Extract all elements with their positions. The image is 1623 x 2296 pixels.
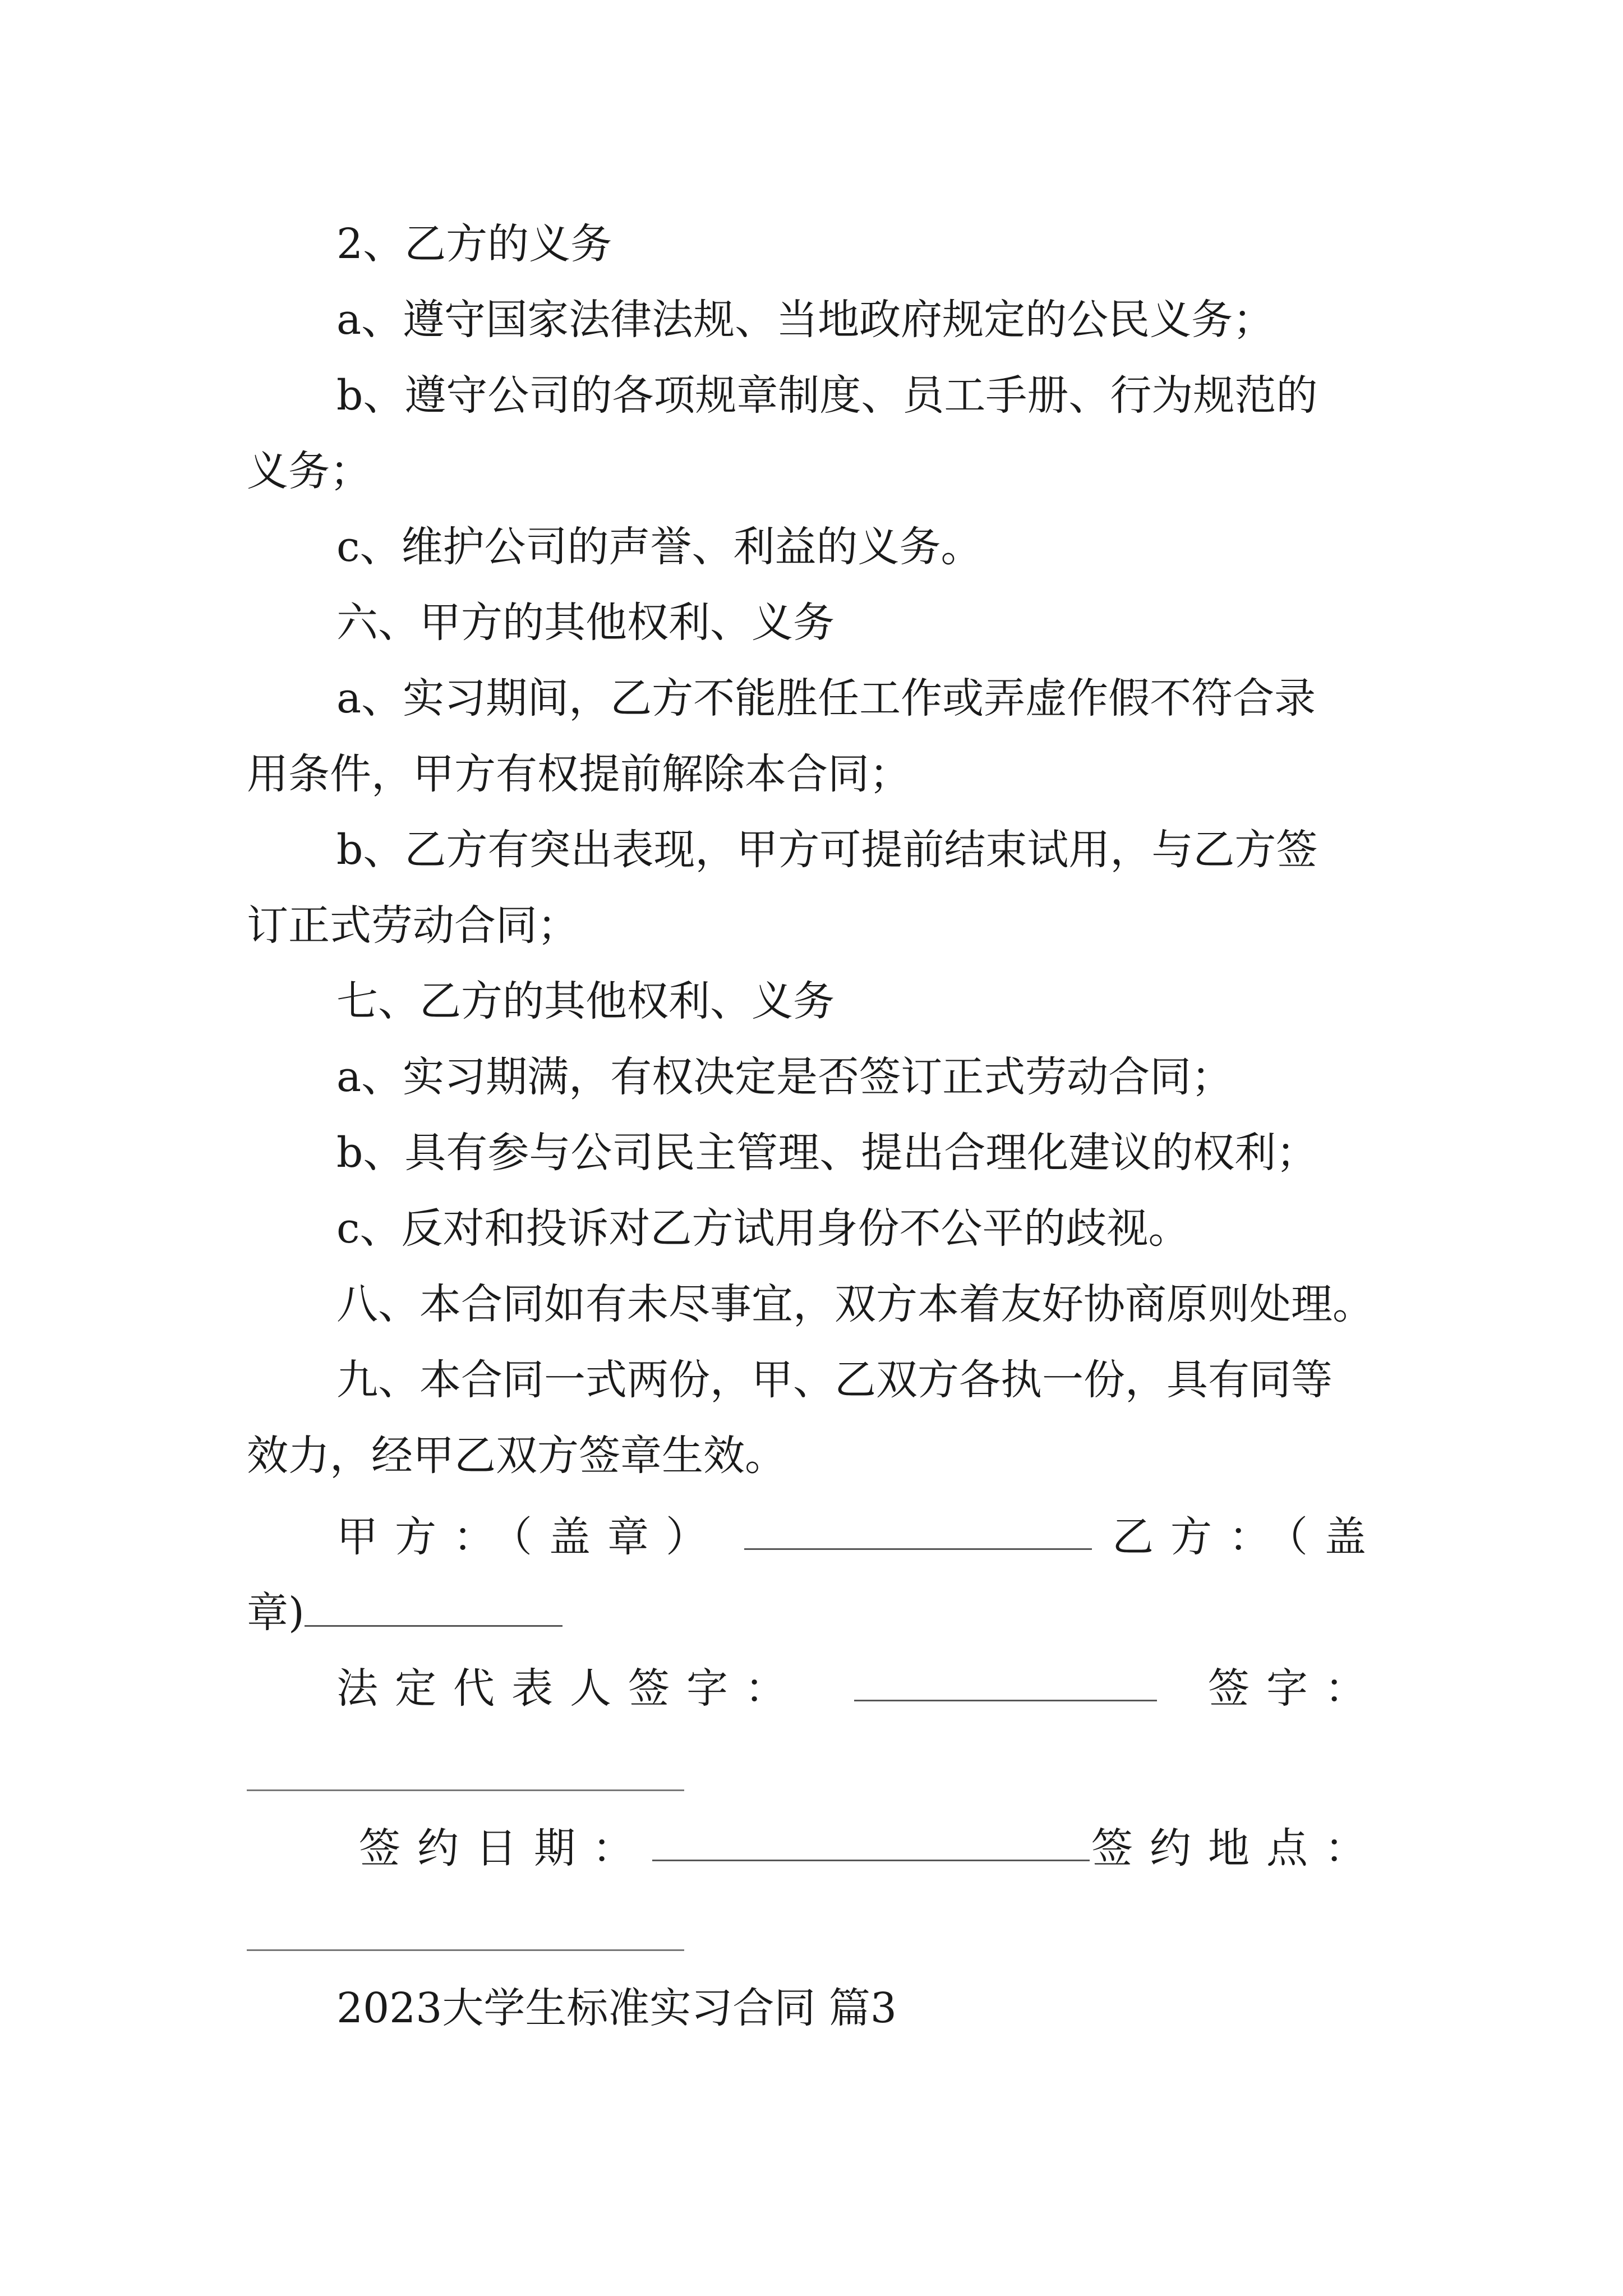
party-b-seal-label-cont: 章): [247, 1589, 305, 1637]
clause-line: b、具有参与公司民主管理、提出合理化建议的权利；: [336, 1129, 1318, 1177]
party-b-seal-label: 乙方：（盖: [1112, 1513, 1383, 1561]
clause-line: b、遵守公司的各项规章制度、员工手册、行为规范的: [336, 371, 1318, 420]
party-b-seal-blank: [305, 1586, 562, 1627]
sign-date-label: 签约日期：: [359, 1824, 651, 1872]
clause-line: b、乙方有突出表现，甲方可提前结束试用，与乙方签: [336, 826, 1318, 874]
clause-line: a、遵守国家法律法规、当地政府规定的公民义务；: [336, 296, 1275, 344]
clause-line: c、维护公司的声誉、利益的义务。: [336, 523, 983, 571]
clause-line: 八、本合同如有未尽事宜，双方本着友好协商原则处理。: [336, 1280, 1374, 1328]
section-heading: 七、乙方的其他权利、义务: [336, 977, 834, 1025]
party-b-sign-label: 签字：: [1208, 1664, 1383, 1713]
section-heading: 六、甲方的其他权利、义务: [336, 599, 834, 647]
party-a-seal-blank: [744, 1509, 1092, 1550]
clause-heading: 2、乙方的义务: [336, 220, 612, 268]
party-b-sign-blank: [247, 1789, 684, 1791]
sign-date-blank: [652, 1820, 1090, 1861]
clause-line: 订正式劳动合同；: [247, 901, 579, 950]
signature-row-date-place: [359, 1820, 1383, 1876]
sign-place-label: 签约地点：: [1091, 1824, 1383, 1872]
signature-row-seal: [336, 1509, 1383, 1565]
clause-line: 义务；: [247, 447, 371, 495]
clause-line: c、反对和投诉对乙方试用身份不公平的歧视。: [336, 1204, 1190, 1253]
sign-place-blank: [247, 1949, 684, 1951]
clause-line: a、实习期满，有权决定是否签订正式劳动合同；: [336, 1053, 1233, 1101]
legal-rep-label: 法定代表人签字：: [336, 1664, 803, 1713]
legal-rep-blank: [854, 1660, 1157, 1701]
clause-line: 效力，经甲乙双方签章生效。: [247, 1432, 786, 1480]
clause-line: 九、本合同一式两份，甲、乙双方各执一份，具有同等: [336, 1356, 1332, 1404]
clause-line: 用条件，甲方有权提前解除本合同；: [247, 750, 911, 798]
next-section-heading: 2023大学生标准实习合同 篇3: [336, 1984, 897, 2032]
party-a-seal-label: 甲方：（盖章）: [336, 1513, 724, 1561]
signature-row-seal-cont: [247, 1585, 1623, 1641]
signature-row-names: [336, 1660, 1383, 1717]
clause-line: a、实习期间，乙方不能胜任工作或弄虚作假不符合录: [336, 674, 1316, 723]
